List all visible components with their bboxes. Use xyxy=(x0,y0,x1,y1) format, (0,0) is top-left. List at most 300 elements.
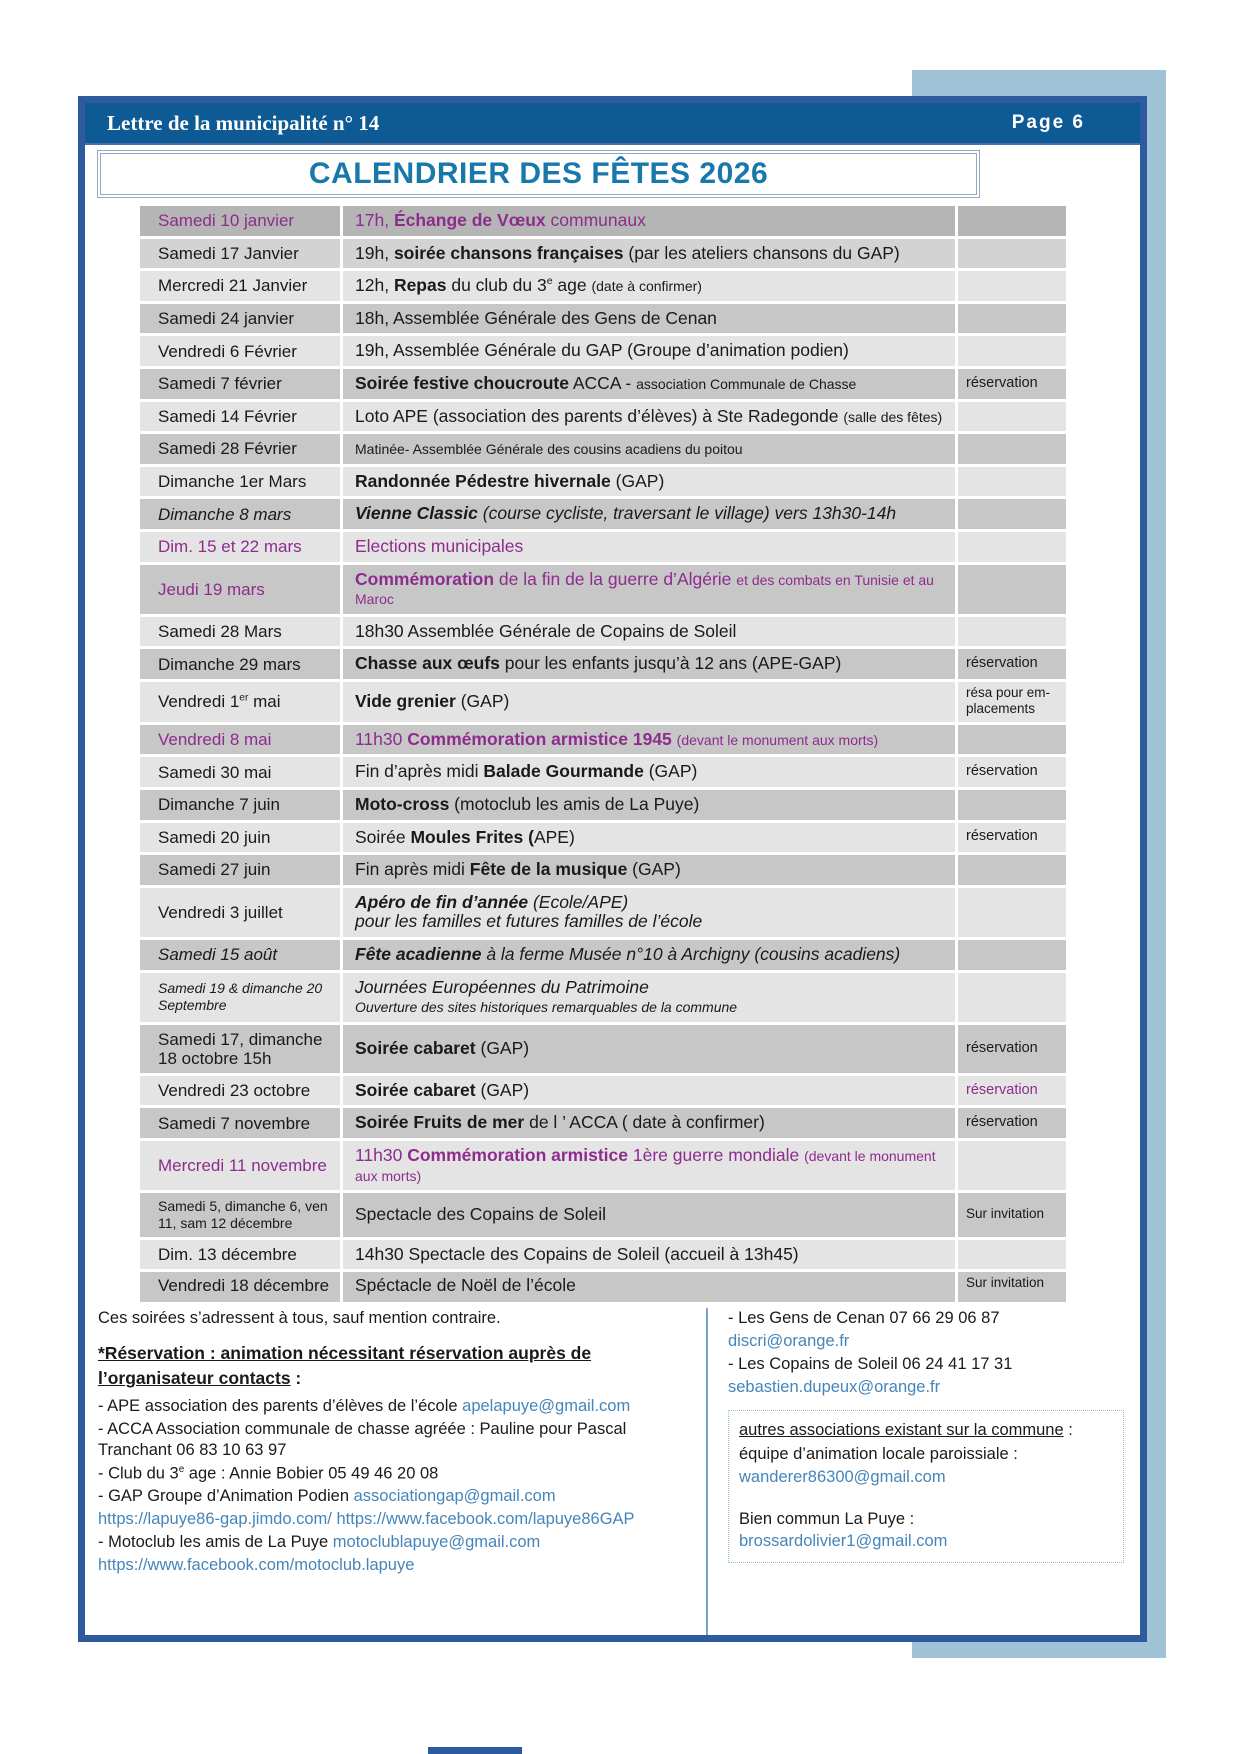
text-segment: Vendredi 6 Février xyxy=(158,341,297,361)
reservation-cell xyxy=(958,682,1066,722)
date-cell-text xyxy=(158,472,306,491)
event-cell xyxy=(343,434,955,464)
date-cell-text xyxy=(158,692,280,711)
footer-line xyxy=(98,1532,698,1554)
text-segment: (course cycliste, traversant le village) vers 13h30-14h xyxy=(477,503,897,524)
table-row xyxy=(140,757,1066,787)
date-cell-text xyxy=(158,1030,334,1068)
event-cell xyxy=(343,757,955,787)
other-associations-box xyxy=(728,1410,1124,1562)
date-cell xyxy=(140,757,340,787)
reservation-cell xyxy=(958,617,1066,647)
date-cell xyxy=(140,239,340,269)
date-cell-text xyxy=(158,622,282,641)
event-cell xyxy=(343,1025,955,1073)
newsletter-title: Lettre de la municipalité n° 14 xyxy=(107,110,380,135)
event-cell xyxy=(343,239,955,269)
text-segment: (devant le monument aux morts) xyxy=(355,1147,936,1184)
date-cell xyxy=(140,1141,340,1190)
event-cell xyxy=(343,823,955,853)
text-segment: Samedi 14 Février xyxy=(158,406,297,426)
text-segment: Elections municipales xyxy=(355,535,524,556)
text-segment: Samedi 28 Février xyxy=(158,439,297,459)
date-cell xyxy=(140,271,340,301)
text-segment: Échange de Vœux xyxy=(393,210,546,230)
event-cell xyxy=(343,682,955,722)
table-row xyxy=(140,239,1066,269)
reservation-cell xyxy=(958,1108,1066,1138)
text-segment: (par les ateliers chansons du GAP) xyxy=(623,242,900,263)
reservation-cell xyxy=(958,467,1066,497)
calendar-title-box xyxy=(97,150,980,198)
reservation-cell xyxy=(958,649,1066,679)
text-segment: Spectacle des Copains de Soleil xyxy=(355,1204,606,1225)
reservation-cell xyxy=(958,888,1066,937)
reservation-cell xyxy=(958,206,1066,236)
link[interactable]: wanderer86300@gmail.com xyxy=(739,1467,946,1486)
text-segment: soirée chansons françaises xyxy=(393,242,624,263)
footer-line xyxy=(739,1466,1113,1488)
table-row xyxy=(140,369,1066,399)
date-cell-text xyxy=(158,655,301,674)
footer xyxy=(98,1308,1140,1638)
footer-line xyxy=(739,1443,1113,1465)
text-segment: Moules Frites ( xyxy=(410,826,534,847)
event-cell xyxy=(343,304,955,334)
text-segment: *Réservation : animation nécessitant réservation auprès de l’organisateur contacts xyxy=(98,1343,592,1389)
table-row xyxy=(140,336,1066,366)
text-segment: 12h, xyxy=(355,275,394,296)
event-cell xyxy=(343,206,955,236)
text-segment: Vendredi 18 décembre xyxy=(158,1276,330,1296)
text-segment: (salle des fêtes) xyxy=(843,408,943,425)
date-cell xyxy=(140,1193,340,1237)
date-cell-text xyxy=(158,980,334,1014)
date-cell xyxy=(140,369,340,399)
footer-contacts-left xyxy=(98,1308,698,1638)
events-table xyxy=(140,206,1066,1302)
table-row xyxy=(140,1108,1066,1138)
date-cell-text xyxy=(158,244,299,263)
reservation-cell xyxy=(958,304,1066,334)
reservation-cell xyxy=(958,434,1066,464)
footer-line xyxy=(98,1341,698,1392)
footer-line xyxy=(98,1419,698,1463)
text-segment: du club du 3 xyxy=(446,275,547,296)
event-cell xyxy=(343,402,955,432)
text-segment: 18h, Assemblée Générale des Gens de Cenan xyxy=(355,307,717,328)
text-segment: Commémoration xyxy=(355,568,495,589)
footer-line xyxy=(739,1508,1113,1553)
reservation-cell xyxy=(958,823,1066,853)
event-cell xyxy=(343,855,955,885)
event-cell-text xyxy=(355,945,900,965)
text-segment: résa pour em-placements xyxy=(966,684,1051,716)
event-cell-text xyxy=(355,762,697,782)
text-segment: Sur invitation xyxy=(966,1275,1045,1291)
reservation-cell xyxy=(958,532,1066,562)
reservation-cell xyxy=(958,1272,1066,1302)
text-segment: à la ferme Musée n°10 à Archigny (cousins acadiens) xyxy=(481,943,901,964)
event-cell xyxy=(343,649,955,679)
text-segment: Fin après midi xyxy=(355,859,470,880)
footer-line xyxy=(739,1489,1113,1507)
date-cell xyxy=(140,940,340,970)
date-cell xyxy=(140,206,340,236)
text-segment: Samedi 10 janvier xyxy=(158,211,295,231)
table-row xyxy=(140,725,1066,755)
text-segment: Samedi 7 février xyxy=(158,374,282,394)
text-segment: Soirée cabaret xyxy=(355,1079,476,1100)
text-segment: Loto APE (association des parents d’élèves) à Ste Radegonde xyxy=(355,405,844,426)
date-cell-text xyxy=(158,1156,327,1175)
page-number: Page 6 xyxy=(1011,112,1085,133)
text-segment: et des combats en Tunisie et au Maroc xyxy=(355,571,934,608)
table-row xyxy=(140,888,1066,937)
text-segment: 1ère guerre mondiale xyxy=(628,1144,805,1165)
date-cell xyxy=(140,304,340,334)
reservation-cell xyxy=(958,1025,1066,1073)
text-segment: réservation xyxy=(966,374,1038,391)
date-cell xyxy=(140,888,340,937)
text-segment: Sur invitation xyxy=(966,1205,1045,1221)
reservation-cell-text xyxy=(966,1041,1038,1057)
text-segment: Commémoration armistice 1945 xyxy=(407,728,672,749)
text-segment: réservation xyxy=(966,828,1038,845)
reservation-cell xyxy=(958,855,1066,885)
date-cell xyxy=(140,725,340,755)
table-row xyxy=(140,1141,1066,1190)
date-cell-text xyxy=(158,1198,334,1232)
footer-line xyxy=(98,1308,698,1330)
text-segment: (GAP) xyxy=(475,1037,530,1058)
text-segment: Apéro de fin d’année xyxy=(355,891,529,912)
date-cell xyxy=(140,973,340,1022)
event-cell-text xyxy=(355,244,900,264)
text-segment: Soirée xyxy=(355,826,411,847)
text-segment: de la fin de la guerre d’Algérie xyxy=(494,568,737,589)
date-cell xyxy=(140,434,340,464)
table-row xyxy=(140,467,1066,497)
event-cell-text xyxy=(355,978,737,1017)
text-segment: mai xyxy=(248,692,281,712)
page-frame xyxy=(78,96,1147,1642)
text-segment: (date à confirmer) xyxy=(591,278,702,295)
table-row xyxy=(140,855,1066,885)
event-cell xyxy=(343,1076,955,1106)
event-cell xyxy=(343,1240,955,1270)
date-cell-text xyxy=(158,903,283,922)
text-segment: e xyxy=(178,1464,185,1476)
text-segment: Samedi 20 juin xyxy=(158,827,271,847)
text-segment: er xyxy=(239,692,249,704)
text-segment: Dimanche 29 mars xyxy=(158,654,301,674)
text-segment: (motoclub les amis de La Puye) xyxy=(449,793,700,814)
text-segment: 14h30 Spectacle des Copains de Soleil (accueil à 13h45) xyxy=(355,1243,799,1264)
text-segment: Samedi 27 juin xyxy=(158,860,271,880)
event-cell xyxy=(343,271,955,301)
text-segment: Samedi 19 & dimanche 20 Septembre xyxy=(158,980,323,1014)
text-segment: (GAP) xyxy=(627,859,681,880)
event-cell xyxy=(343,532,955,562)
text-segment: Moto-cross xyxy=(355,793,450,814)
reservation-cell-text xyxy=(966,376,1038,392)
table-row xyxy=(140,304,1066,334)
event-cell-text xyxy=(355,341,849,361)
text-segment: ACCA - xyxy=(568,372,637,393)
event-cell-text xyxy=(355,1146,949,1185)
event-cell-text xyxy=(355,570,949,609)
date-cell xyxy=(140,682,340,722)
date-cell-text xyxy=(158,374,282,393)
text-segment: (GAP) xyxy=(475,1079,530,1100)
table-row xyxy=(140,1076,1066,1106)
event-cell-text xyxy=(355,730,878,750)
text-segment: Samedi 15 août xyxy=(158,945,278,965)
event-cell xyxy=(343,1272,955,1302)
text-segment: Mercredi 21 Janvier xyxy=(158,276,308,296)
text-segment: Dimanche 1er Mars xyxy=(158,472,307,492)
reservation-cell xyxy=(958,790,1066,820)
text-segment: Journées Européennes du Patrimoine xyxy=(355,976,649,997)
text-segment: Dim. 13 décembre xyxy=(158,1245,297,1265)
text-segment: Spéctacle de Noël de l’école xyxy=(355,1275,576,1296)
text-segment: équipe d’animation locale paroissiale : xyxy=(739,1444,1018,1463)
table-row xyxy=(140,1193,1066,1237)
text-segment: Mercredi 11 novembre xyxy=(158,1156,327,1176)
text-segment: autres associations existant sur la commune xyxy=(739,1421,1064,1440)
event-cell xyxy=(343,725,955,755)
date-cell-text xyxy=(158,505,291,524)
text-segment: - Club du 3 xyxy=(98,1464,179,1483)
date-cell xyxy=(140,649,340,679)
date-cell xyxy=(140,1272,340,1302)
link[interactable]: https://www.facebook.com/motoclub.lapuye xyxy=(98,1555,415,1574)
text-segment: Vendredi 3 juillet xyxy=(158,902,283,922)
text-segment: Randonnée Pédestre hivernale xyxy=(355,470,611,491)
date-cell xyxy=(140,499,340,529)
link[interactable]: motoclublapuye@gmail.com xyxy=(332,1532,541,1551)
table-row xyxy=(140,790,1066,820)
footer-line xyxy=(728,1377,1122,1399)
event-cell-text xyxy=(355,1245,799,1265)
table-row xyxy=(140,1025,1066,1073)
reservation-cell xyxy=(958,1141,1066,1190)
footer-line xyxy=(98,1463,698,1485)
reservation-cell xyxy=(958,271,1066,301)
link[interactable]: apelapuye@gmail.com xyxy=(462,1396,631,1415)
event-cell xyxy=(343,973,955,1022)
footer-contacts-right xyxy=(706,1308,1122,1638)
reservation-cell xyxy=(958,239,1066,269)
reservation-cell xyxy=(958,499,1066,529)
event-cell-text xyxy=(355,309,717,329)
date-cell-text xyxy=(158,1081,310,1100)
reservation-cell xyxy=(958,336,1066,366)
date-cell xyxy=(140,823,340,853)
event-cell xyxy=(343,888,955,937)
table-row xyxy=(140,823,1066,853)
link[interactable]: sebastien.dupeux@orange.fr xyxy=(728,1377,941,1396)
table-row xyxy=(140,649,1066,679)
date-cell xyxy=(140,790,340,820)
date-cell-text xyxy=(158,1245,297,1264)
table-row xyxy=(140,532,1066,562)
reservation-cell xyxy=(958,402,1066,432)
event-cell xyxy=(343,499,955,529)
date-cell xyxy=(140,855,340,885)
text-segment: Dimanche 7 juin xyxy=(158,795,280,815)
date-cell-text xyxy=(158,763,271,782)
date-cell-text xyxy=(158,342,297,361)
table-row xyxy=(140,206,1066,236)
reservation-cell-text xyxy=(966,1115,1038,1131)
link[interactable]: https://www.facebook.com/lapuye86GAP xyxy=(336,1510,635,1529)
event-cell xyxy=(343,1108,955,1138)
text-segment: Ces soirées s’adressent à tous, sauf mention contraire. xyxy=(98,1309,501,1328)
page-title: CALENDRIER DES FÊTES 2026 xyxy=(100,153,977,195)
table-row xyxy=(140,1240,1066,1270)
event-cell-text xyxy=(355,211,646,231)
date-cell-text xyxy=(158,730,271,749)
footer-line xyxy=(739,1419,1113,1441)
link[interactable]: discri@orange.fr xyxy=(728,1332,850,1351)
reservation-cell xyxy=(958,369,1066,399)
reservation-cell xyxy=(958,973,1066,1022)
date-cell xyxy=(140,1240,340,1270)
text-segment: - Motoclub les amis de La Puye xyxy=(98,1532,333,1551)
event-cell-text xyxy=(355,795,699,815)
footer-line xyxy=(728,1308,1122,1330)
event-cell-text xyxy=(355,893,702,932)
text-segment: 11h30 xyxy=(355,1144,408,1165)
text-segment: Samedi 17, dimanche 18 octobre 15h xyxy=(158,1029,323,1068)
text-segment: Vide grenier xyxy=(355,691,456,712)
table-row xyxy=(140,973,1066,1022)
reservation-cell xyxy=(958,1240,1066,1270)
date-cell-text xyxy=(158,1276,329,1295)
text-segment: - Les Gens de Cenan 07 66 29 06 87 xyxy=(728,1309,1000,1328)
date-cell-text xyxy=(158,828,270,847)
reservation-cell xyxy=(958,1193,1066,1237)
text-segment: (Ecole/APE) xyxy=(528,891,629,912)
event-cell-text xyxy=(355,472,664,492)
event-cell-text xyxy=(355,439,743,459)
footer-line xyxy=(728,1354,1122,1376)
text-segment: (GAP) xyxy=(643,761,698,782)
date-cell-text xyxy=(158,537,302,556)
text-segment: Vendredi 8 mai xyxy=(158,730,272,750)
date-cell xyxy=(140,467,340,497)
text-segment: réservation xyxy=(966,1081,1038,1098)
link[interactable]: brossardolivier1@gmail.com xyxy=(739,1532,948,1551)
text-segment: pour les familles et futures familles de l’école xyxy=(355,911,703,932)
footer-line xyxy=(98,1396,698,1418)
text-segment: Balade Gourmande xyxy=(483,761,644,782)
text-segment: APE) xyxy=(533,826,575,847)
text-segment: Jeudi 19 mars xyxy=(158,579,265,599)
event-cell-text xyxy=(355,1113,765,1133)
event-cell-text xyxy=(355,1039,529,1059)
date-cell-text xyxy=(158,1114,310,1133)
event-cell-text xyxy=(355,654,841,674)
text-segment: Ouverture des sites historiques remarquables de la commune xyxy=(355,999,738,1016)
text-segment: Dim. 15 et 22 mars xyxy=(158,537,302,557)
reservation-cell-text xyxy=(966,1207,1044,1223)
event-cell xyxy=(343,565,955,614)
text-segment: age xyxy=(552,275,592,296)
date-cell xyxy=(140,532,340,562)
event-cell-text xyxy=(355,276,702,296)
text-segment: Vienne Classic xyxy=(355,503,478,524)
table-row xyxy=(140,565,1066,614)
event-cell xyxy=(343,336,955,366)
table-row xyxy=(140,499,1066,529)
link[interactable]: associationgap@gmail.com xyxy=(353,1487,556,1506)
date-cell-text xyxy=(158,276,307,295)
table-row xyxy=(140,682,1066,722)
text-segment: Samedi 17 Janvier xyxy=(158,243,299,263)
text-segment: Samedi 28 Mars xyxy=(158,622,282,641)
text-segment: Vendredi 1 xyxy=(158,692,240,712)
reservation-cell xyxy=(958,940,1066,970)
text-segment: : xyxy=(1063,1421,1073,1440)
date-cell-text xyxy=(158,439,297,458)
text-segment: age : Annie Bobier 05 49 46 20 08 xyxy=(184,1464,439,1483)
date-cell xyxy=(140,1108,340,1138)
date-cell-text xyxy=(158,795,280,814)
event-cell-text xyxy=(355,537,523,557)
footer-line xyxy=(98,1486,698,1508)
link[interactable]: https://lapuye86-gap.jimdo.com/ xyxy=(98,1510,332,1529)
table-row xyxy=(140,940,1066,970)
date-cell xyxy=(140,1025,340,1073)
table-row xyxy=(140,402,1066,432)
event-cell xyxy=(343,467,955,497)
text-segment: Soirée cabaret xyxy=(355,1037,476,1058)
event-cell-text xyxy=(355,407,942,427)
reservation-cell-text xyxy=(966,764,1038,780)
date-cell xyxy=(140,617,340,647)
date-cell xyxy=(140,565,340,614)
text-segment: réservation xyxy=(966,763,1038,780)
event-cell xyxy=(343,1193,955,1237)
text-segment: 11h30 xyxy=(355,728,408,749)
text-segment: - APE association des parents d’élèves de l’école xyxy=(98,1396,463,1415)
text-segment: - ACCA Association communale de chasse agréée : Pauline pour Pascal Tranchant 06 83 10 63 97 xyxy=(98,1419,627,1460)
text-segment: e xyxy=(546,275,553,288)
event-cell-text xyxy=(355,1205,606,1225)
text-segment: Chasse aux œufs xyxy=(355,653,500,674)
date-cell-text xyxy=(158,309,294,328)
event-cell-text xyxy=(355,828,575,848)
text-segment: réservation xyxy=(966,1114,1038,1131)
text-segment: réservation xyxy=(966,1039,1038,1056)
text-segment: Soirée Fruits de mer xyxy=(355,1112,525,1133)
text-segment: Fête acadienne xyxy=(355,943,482,964)
date-cell xyxy=(140,336,340,366)
text-segment: association Communale de Chasse xyxy=(636,375,857,392)
date-cell xyxy=(140,402,340,432)
page-header-bar xyxy=(85,103,1140,145)
reservation-cell xyxy=(958,725,1066,755)
event-cell xyxy=(343,1141,955,1190)
text-segment: Fête de la musique xyxy=(469,859,628,880)
text-segment: Matinée- Assemblée Générale des cousins acadiens du poitou xyxy=(355,441,743,458)
event-cell-text xyxy=(355,622,736,642)
date-cell-text xyxy=(158,580,265,599)
text-segment: Repas xyxy=(393,275,447,296)
